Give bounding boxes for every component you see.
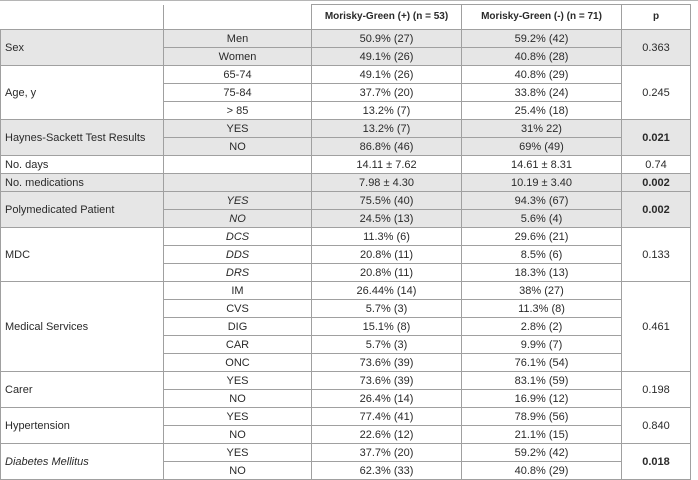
morisky-positive-value: 11.3% (6) bbox=[312, 228, 462, 246]
morisky-negative-value: 40.8% (29) bbox=[462, 462, 622, 480]
morisky-negative-value: 2.8% (2) bbox=[462, 318, 622, 336]
level-label: Men bbox=[164, 30, 312, 48]
header-morisky-positive: Morisky-Green (+) (n = 53) bbox=[312, 5, 462, 30]
morisky-positive-value: 75.5% (40) bbox=[312, 192, 462, 210]
morisky-negative-value: 14.61 ± 8.31 bbox=[462, 156, 622, 174]
level-label: CAR bbox=[164, 336, 312, 354]
table-body bbox=[1, 30, 691, 480]
morisky-positive-value: 37.7% (20) bbox=[312, 84, 462, 102]
morisky-negative-value: 40.8% (28) bbox=[462, 48, 622, 66]
morisky-positive-value: 73.6% (39) bbox=[312, 372, 462, 390]
level-label: NO bbox=[164, 426, 312, 444]
variable-label: No. days bbox=[1, 156, 164, 174]
level-label bbox=[164, 156, 312, 174]
morisky-positive-value: 37.7% (20) bbox=[312, 444, 462, 462]
table-row bbox=[1, 174, 691, 192]
level-label: YES bbox=[164, 192, 312, 210]
morisky-positive-value: 15.1% (8) bbox=[312, 318, 462, 336]
morisky-negative-value: 59.2% (42) bbox=[462, 444, 622, 462]
level-label: YES bbox=[164, 444, 312, 462]
morisky-negative-value: 10.19 ± 3.40 bbox=[462, 174, 622, 192]
morisky-negative-value: 31% 22) bbox=[462, 120, 622, 138]
level-label: NO bbox=[164, 462, 312, 480]
morisky-positive-value: 73.6% (39) bbox=[312, 354, 462, 372]
variable-label: No. medications bbox=[1, 174, 164, 192]
morisky-positive-value: 86.8% (46) bbox=[312, 138, 462, 156]
morisky-negative-value: 59.2% (42) bbox=[462, 30, 622, 48]
morisky-negative-value: 5.6% (4) bbox=[462, 210, 622, 228]
p-value: 0.363 bbox=[622, 30, 691, 66]
table-row bbox=[1, 156, 691, 174]
table-row bbox=[1, 30, 691, 48]
variable-label: Hypertension bbox=[1, 408, 164, 444]
variable-label: Carer bbox=[1, 372, 164, 408]
level-label: YES bbox=[164, 408, 312, 426]
morisky-negative-value: 16.9% (12) bbox=[462, 390, 622, 408]
table-row bbox=[1, 444, 691, 462]
morisky-positive-value: 26.4% (14) bbox=[312, 390, 462, 408]
morisky-negative-value: 94.3% (67) bbox=[462, 192, 622, 210]
p-value: 0.245 bbox=[622, 66, 691, 120]
morisky-negative-value: 69% (49) bbox=[462, 138, 622, 156]
table-row bbox=[1, 192, 691, 210]
level-label: NO bbox=[164, 210, 312, 228]
level-label: DCS bbox=[164, 228, 312, 246]
morisky-negative-value: 11.3% (8) bbox=[462, 300, 622, 318]
morisky-negative-value: 9.9% (7) bbox=[462, 336, 622, 354]
results-table bbox=[0, 4, 691, 480]
morisky-negative-value: 83.1% (59) bbox=[462, 372, 622, 390]
top-rule bbox=[0, 0, 698, 1]
p-value: 0.002 bbox=[622, 174, 691, 192]
variable-label: MDC bbox=[1, 228, 164, 282]
level-label: > 85 bbox=[164, 102, 312, 120]
level-label bbox=[164, 174, 312, 192]
header-morisky-negative: Morisky-Green (-) (n = 71) bbox=[462, 5, 622, 30]
morisky-positive-value: 13.2% (7) bbox=[312, 120, 462, 138]
variable-label: Haynes-Sackett Test Results bbox=[1, 120, 164, 156]
p-value: 0.198 bbox=[622, 372, 691, 408]
morisky-negative-value: 40.8% (29) bbox=[462, 66, 622, 84]
table-row bbox=[1, 372, 691, 390]
morisky-positive-value: 14.11 ± 7.62 bbox=[312, 156, 462, 174]
level-label: YES bbox=[164, 372, 312, 390]
morisky-negative-value: 29.6% (21) bbox=[462, 228, 622, 246]
morisky-positive-value: 22.6% (12) bbox=[312, 426, 462, 444]
morisky-positive-value: 5.7% (3) bbox=[312, 336, 462, 354]
level-label: Women bbox=[164, 48, 312, 66]
variable-label: Age, y bbox=[1, 66, 164, 120]
morisky-positive-value: 5.7% (3) bbox=[312, 300, 462, 318]
morisky-positive-value: 49.1% (26) bbox=[312, 66, 462, 84]
level-label: 75-84 bbox=[164, 84, 312, 102]
level-label: DRS bbox=[164, 264, 312, 282]
p-value: 0.002 bbox=[622, 192, 691, 228]
level-label: NO bbox=[164, 390, 312, 408]
morisky-negative-value: 78.9% (56) bbox=[462, 408, 622, 426]
table-row bbox=[1, 228, 691, 246]
header-p-value: p bbox=[622, 5, 691, 30]
level-label: 65-74 bbox=[164, 66, 312, 84]
level-label: ONC bbox=[164, 354, 312, 372]
level-label: CVS bbox=[164, 300, 312, 318]
morisky-negative-value: 25.4% (18) bbox=[462, 102, 622, 120]
p-value: 0.018 bbox=[622, 444, 691, 480]
level-label: IM bbox=[164, 282, 312, 300]
morisky-positive-value: 49.1% (26) bbox=[312, 48, 462, 66]
p-value: 0.021 bbox=[622, 120, 691, 156]
morisky-positive-value: 62.3% (33) bbox=[312, 462, 462, 480]
p-value: 0.133 bbox=[622, 228, 691, 282]
variable-label: Sex bbox=[1, 30, 164, 66]
table-row bbox=[1, 282, 691, 300]
morisky-negative-value: 21.1% (15) bbox=[462, 426, 622, 444]
morisky-positive-value: 7.98 ± 4.30 bbox=[312, 174, 462, 192]
header-blank-2 bbox=[164, 5, 312, 30]
table-row bbox=[1, 408, 691, 426]
morisky-positive-value: 26.44% (14) bbox=[312, 282, 462, 300]
p-value: 0.840 bbox=[622, 408, 691, 444]
level-label: YES bbox=[164, 120, 312, 138]
level-label: DIG bbox=[164, 318, 312, 336]
variable-label: Polymedicated Patient bbox=[1, 192, 164, 228]
morisky-positive-value: 77.4% (41) bbox=[312, 408, 462, 426]
variable-label: Medical Services bbox=[1, 282, 164, 372]
p-value: 0.461 bbox=[622, 282, 691, 372]
morisky-negative-value: 8.5% (6) bbox=[462, 246, 622, 264]
table-row bbox=[1, 66, 691, 84]
table-row bbox=[1, 120, 691, 138]
variable-label: Diabetes Mellitus bbox=[1, 444, 164, 480]
morisky-positive-value: 13.2% (7) bbox=[312, 102, 462, 120]
p-value: 0.74 bbox=[622, 156, 691, 174]
header-blank-1 bbox=[1, 5, 164, 30]
header-row bbox=[1, 5, 691, 30]
morisky-positive-value: 24.5% (13) bbox=[312, 210, 462, 228]
morisky-negative-value: 76.1% (54) bbox=[462, 354, 622, 372]
morisky-positive-value: 20.8% (11) bbox=[312, 264, 462, 282]
morisky-positive-value: 20.8% (11) bbox=[312, 246, 462, 264]
morisky-negative-value: 33.8% (24) bbox=[462, 84, 622, 102]
level-label: NO bbox=[164, 138, 312, 156]
morisky-negative-value: 18.3% (13) bbox=[462, 264, 622, 282]
level-label: DDS bbox=[164, 246, 312, 264]
morisky-negative-value: 38% (27) bbox=[462, 282, 622, 300]
morisky-positive-value: 50.9% (27) bbox=[312, 30, 462, 48]
